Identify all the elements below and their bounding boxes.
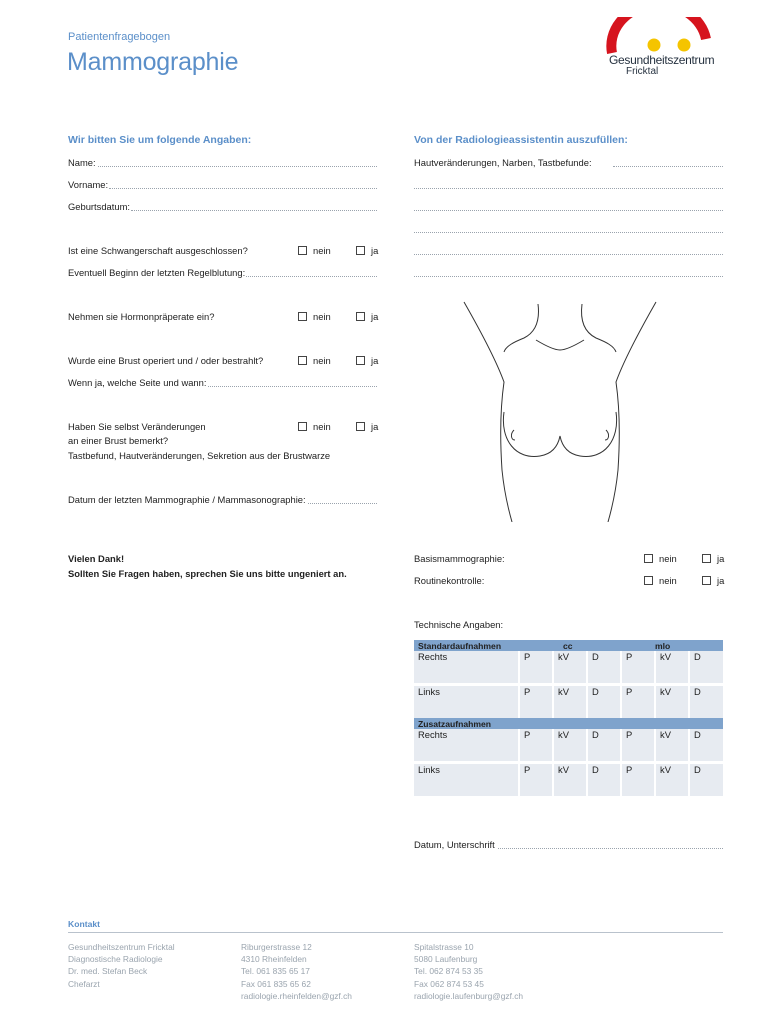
footer-line: 4310 Rheinfelden — [241, 954, 307, 965]
form-subtitle: Patientenfragebogen — [68, 31, 171, 43]
footer-line: Riburgerstrasse 12 — [241, 942, 312, 952]
cc-kv-cell[interactable]: kV — [553, 729, 587, 761]
routinekontrolle-nein-checkbox[interactable]: nein — [644, 575, 677, 586]
basismammographie-label: Basismammographie: — [414, 553, 505, 564]
torso-diagram[interactable] — [460, 300, 660, 522]
regelblutung-label: Eventuell Beginn der letzten Regelblutung: — [68, 267, 246, 278]
footer-line: Dr. med. Stefan Beck — [68, 966, 148, 977]
mlo-p-cell[interactable]: P — [621, 729, 655, 761]
footer-line: Diagnostische Radiologie — [68, 954, 163, 965]
cc-d-cell[interactable]: D — [587, 651, 621, 683]
page-title: Mammographie — [67, 48, 239, 76]
footer-column-laufenburg — [414, 941, 523, 1002]
row-label: Rechts — [414, 651, 519, 683]
befund-line-3[interactable] — [414, 232, 723, 233]
standard-header: Standardaufnahmen — [414, 640, 519, 651]
right-section-heading: Von der Radiologieassistentin auszufüllen: — [414, 134, 628, 146]
mlo-kv-cell[interactable]: kV — [655, 651, 689, 683]
routinekontrolle-ja-checkbox[interactable]: ja — [702, 575, 724, 586]
hormon-ja-checkbox[interactable]: ja — [356, 311, 378, 322]
routinekontrolle-label: Routinekontrolle: — [414, 575, 485, 586]
table-row[interactable] — [414, 686, 723, 718]
cc-d-cell[interactable]: D — [587, 764, 621, 796]
cc-p-cell[interactable]: P — [519, 764, 553, 796]
cc-p-cell[interactable]: P — [519, 729, 553, 761]
mlo-header: mlo — [655, 640, 689, 651]
schwangerschaft-nein-checkbox[interactable]: nein — [298, 245, 331, 256]
name-label: Name: — [68, 157, 96, 168]
haut-label: Hautveränderungen, Narben, Tastbefunde: — [414, 157, 592, 168]
hormon-nein-checkbox[interactable]: nein — [298, 311, 331, 322]
schwangerschaft-ja-checkbox[interactable]: ja — [356, 245, 378, 256]
table-row[interactable] — [414, 729, 723, 761]
brust-operiert-ja-checkbox[interactable]: ja — [356, 355, 378, 366]
letzte-mammographie-field[interactable] — [308, 503, 377, 504]
footer-line: Fax 062 874 53 45 — [414, 978, 484, 989]
datum-unterschrift-field[interactable] — [498, 848, 723, 849]
befund-line-5[interactable] — [414, 276, 723, 277]
befund-line-1[interactable] — [414, 188, 723, 189]
veraenderungen-nein-checkbox[interactable]: nein — [298, 421, 331, 432]
logo-subname: Fricktal — [626, 66, 659, 77]
geburtsdatum-field[interactable] — [131, 210, 377, 211]
mlo-kv-cell[interactable]: kV — [655, 764, 689, 796]
basismammographie-nein-checkbox[interactable]: nein — [644, 553, 677, 564]
footer-line: Gesundheitszentrum Fricktal — [68, 942, 175, 952]
mlo-d-cell[interactable]: D — [689, 686, 723, 718]
footer-line: 5080 Laufenburg — [414, 954, 478, 965]
cc-kv-cell[interactable]: kV — [553, 651, 587, 683]
footer-line: Chefarzt — [68, 978, 100, 989]
mlo-p-cell[interactable]: P — [621, 651, 655, 683]
cc-header: cc — [553, 640, 587, 651]
mlo-kv-cell[interactable]: kV — [655, 729, 689, 761]
seite-label: Wenn ja, welche Seite und wann: — [68, 377, 207, 388]
technical-data-table — [414, 640, 723, 796]
row-label: Links — [414, 764, 519, 796]
befund-line-4[interactable] — [414, 254, 723, 255]
clinic-logo — [606, 17, 730, 87]
footer-divider — [68, 932, 723, 933]
footer-line: Spitalstrasse 10 — [414, 942, 474, 952]
left-section-heading: Wir bitten Sie um folgende Angaben: — [68, 134, 252, 146]
geburtsdatum-label: Geburtsdatum: — [68, 201, 131, 212]
basismammographie-ja-checkbox[interactable]: ja — [702, 553, 724, 564]
schwangerschaft-question: Ist eine Schwangerschaft ausgeschlossen? — [68, 245, 248, 256]
letzte-mammographie-label: Datum der letzten Mammographie / Mammasonographie: — [68, 494, 306, 505]
footer-column-rheinfelden — [241, 941, 352, 1002]
veraenderungen-question-line3: Tastbefund, Hautveränderungen, Sekretion aus der Brustwarze — [68, 450, 331, 461]
kontakt-heading: Kontakt — [68, 919, 100, 929]
table-row[interactable] — [414, 651, 723, 683]
cc-d-cell[interactable]: D — [587, 729, 621, 761]
row-label: Links — [414, 686, 519, 718]
footer-column-clinic — [68, 941, 175, 990]
cc-kv-cell[interactable]: kV — [553, 686, 587, 718]
mlo-p-cell[interactable]: P — [621, 686, 655, 718]
footer-line: Tel. 061 835 65 17 — [241, 966, 310, 977]
brust-operiert-question: Wurde eine Brust operiert und / oder bestrahlt? — [68, 355, 264, 366]
logo-name: Gesundheitszentrum — [609, 53, 715, 67]
standard-header-row — [414, 640, 723, 651]
veraenderungen-question-line1: Haben Sie selbst Veränderungen — [68, 421, 206, 432]
cc-p-cell[interactable]: P — [519, 686, 553, 718]
brust-operiert-nein-checkbox[interactable]: nein — [298, 355, 331, 366]
cc-p-cell[interactable]: P — [519, 651, 553, 683]
footer-line: Fax 061 835 65 62 — [241, 978, 311, 989]
veraenderungen-ja-checkbox[interactable]: ja — [356, 421, 378, 432]
footer-line: Tel. 062 874 53 35 — [414, 966, 483, 977]
seite-field[interactable] — [208, 386, 377, 387]
table-row[interactable] — [414, 764, 723, 796]
vorname-field[interactable] — [109, 188, 377, 189]
name-field[interactable] — [98, 166, 377, 167]
haut-field[interactable] — [613, 166, 723, 167]
zusatz-header: Zusatzaufnahmen — [414, 718, 723, 729]
email-link[interactable]: radiologie.laufenburg@gzf.ch — [414, 990, 524, 1001]
email-link[interactable]: radiologie.rheinfelden@gzf.ch — [241, 990, 352, 1001]
thanks-text: Vielen Dank! — [68, 553, 125, 564]
mlo-kv-cell[interactable]: kV — [655, 686, 689, 718]
vorname-label: Vorname: — [68, 179, 109, 190]
datum-unterschrift-label: Datum, Unterschrift — [414, 839, 495, 850]
mlo-p-cell[interactable]: P — [621, 764, 655, 796]
mlo-d-cell[interactable]: D — [689, 764, 723, 796]
hormon-question: Nehmen sie Hormonpräperate ein? — [68, 311, 215, 322]
mlo-d-cell[interactable]: D — [689, 729, 723, 761]
row-label: Rechts — [414, 729, 519, 761]
befund-line-2[interactable] — [414, 210, 723, 211]
cc-kv-cell[interactable]: kV — [553, 764, 587, 796]
zusatz-header-row — [414, 718, 723, 729]
mlo-d-cell[interactable]: D — [689, 651, 723, 683]
questions-text: Sollten Sie Fragen haben, sprechen Sie uns bitte ungeniert an. — [68, 568, 347, 579]
cc-d-cell[interactable]: D — [587, 686, 621, 718]
regelblutung-field[interactable] — [246, 276, 377, 277]
veraenderungen-question-line2: an einer Brust bemerkt? — [68, 435, 169, 446]
technische-angaben-label: Technische Angaben: — [414, 619, 504, 630]
